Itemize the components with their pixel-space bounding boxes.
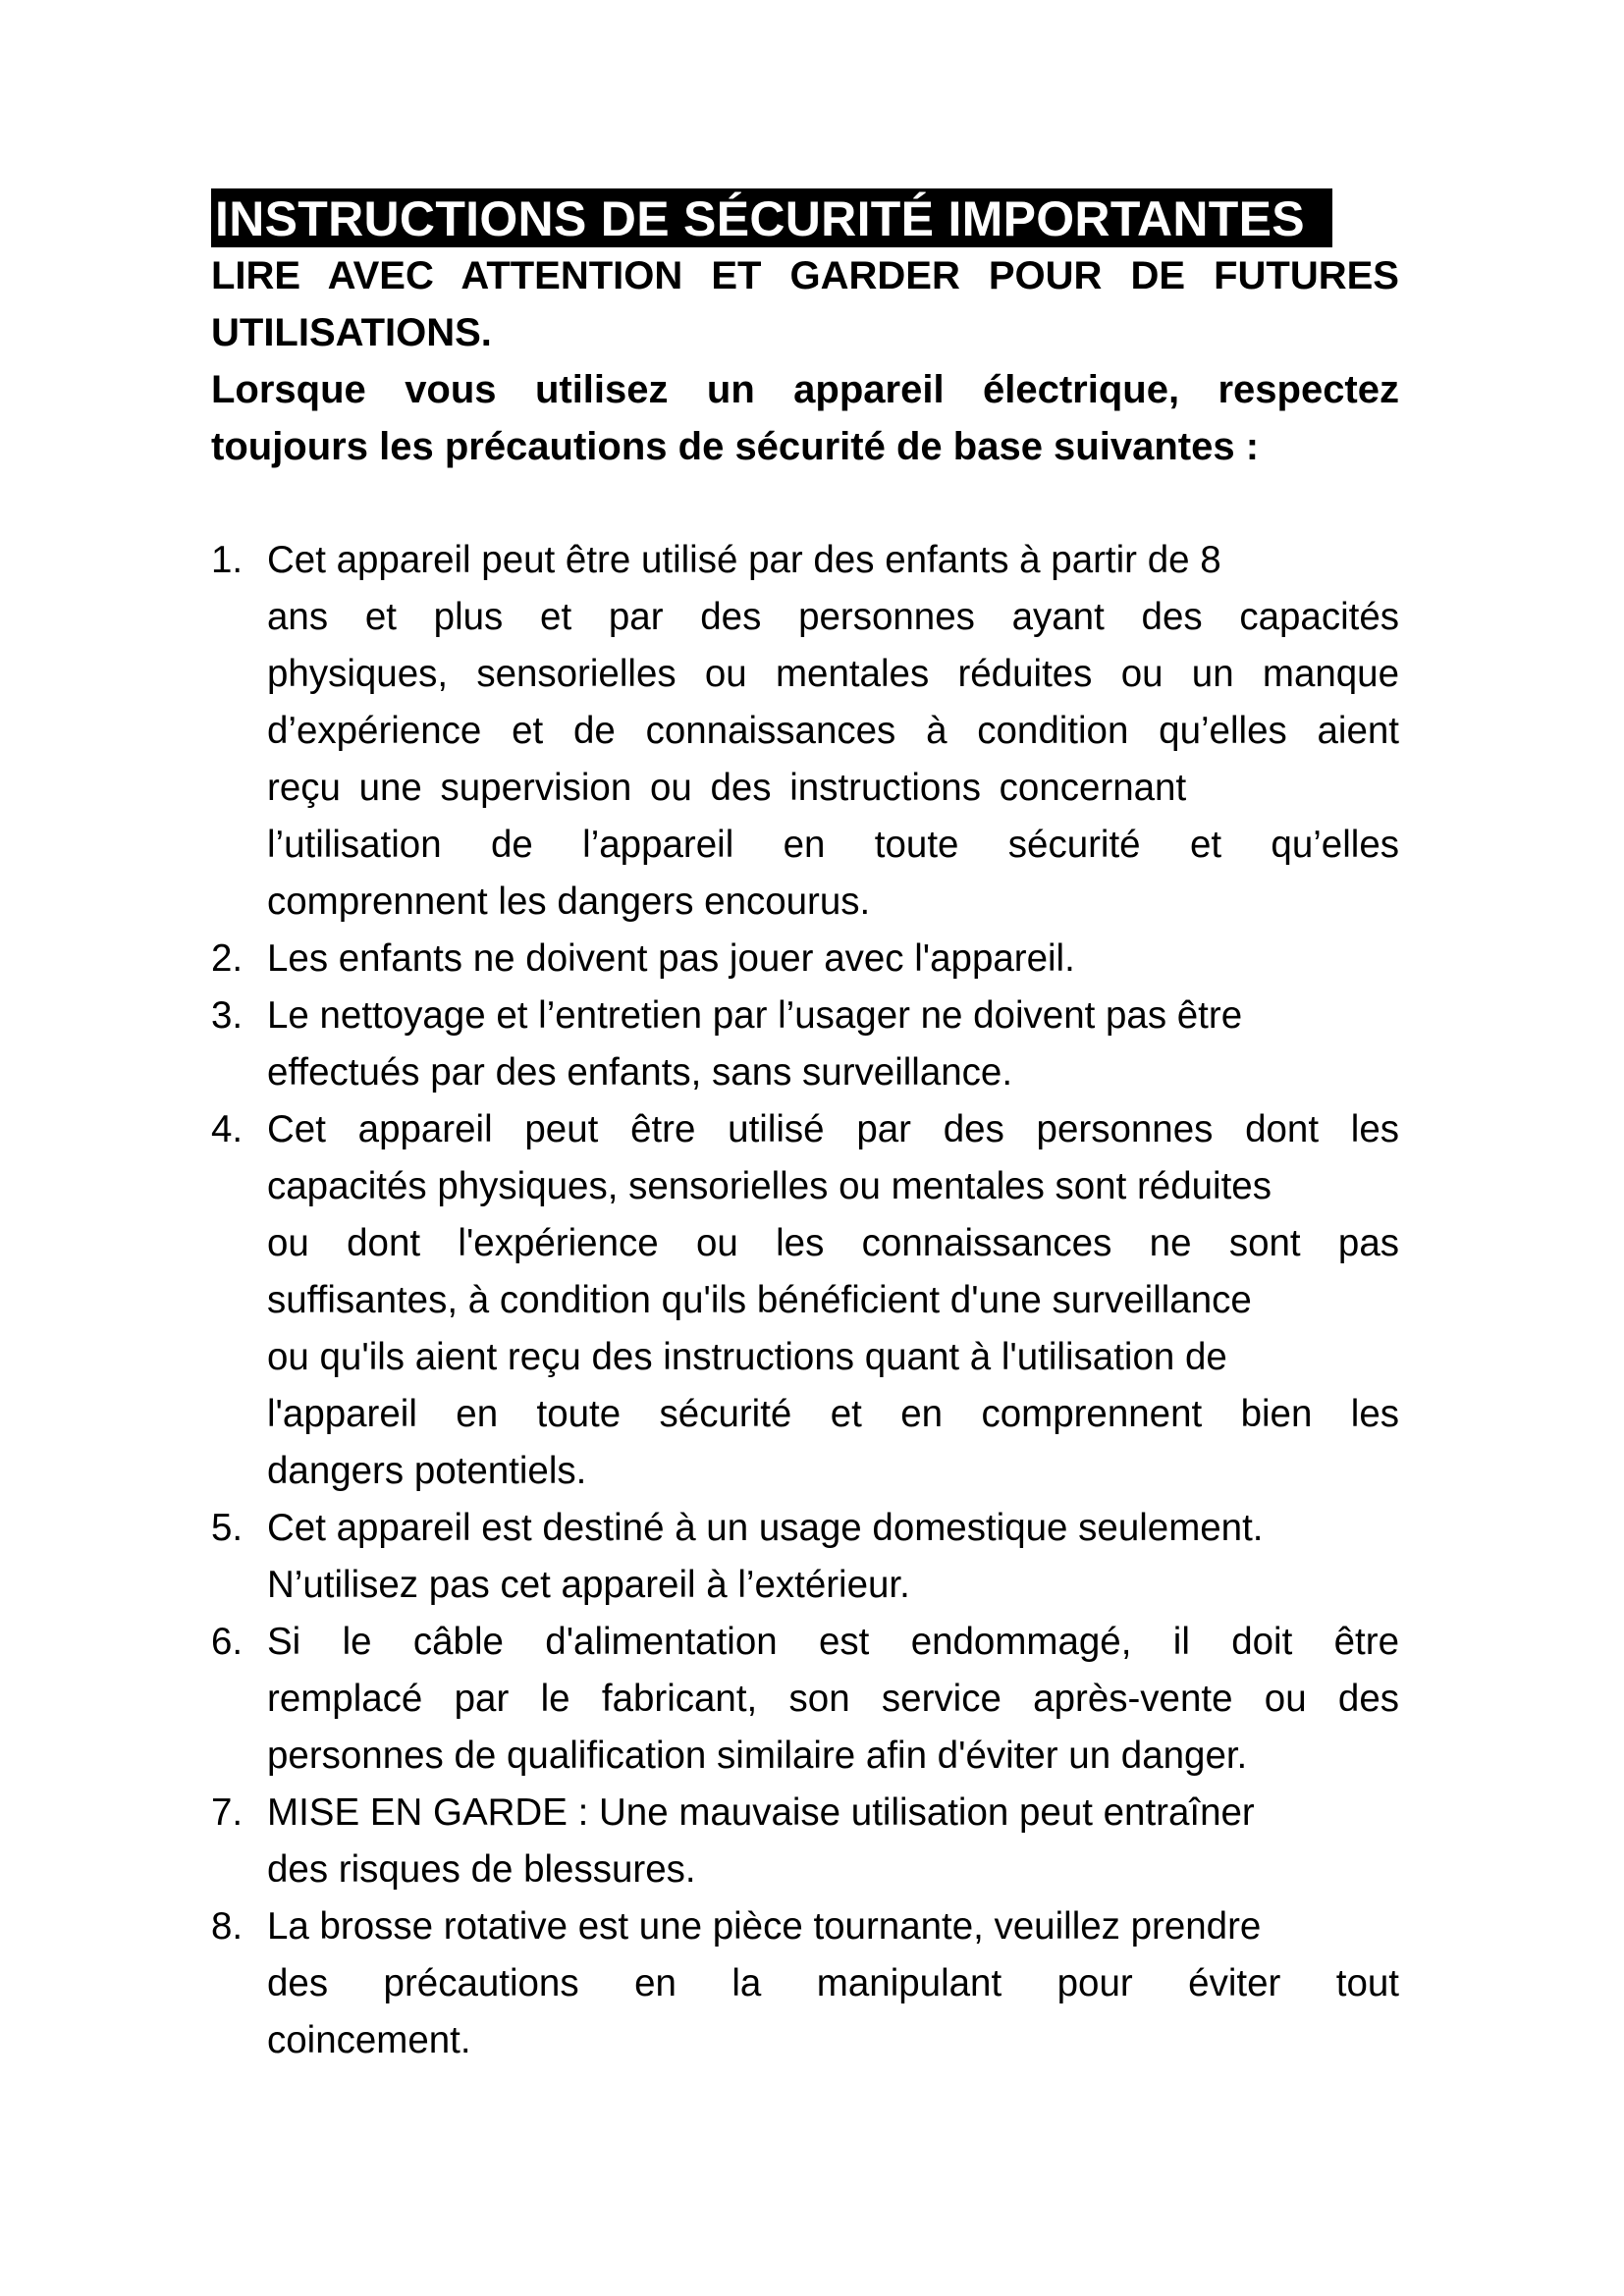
item-number: 5. [211, 1507, 244, 1549]
list-item [211, 1500, 1399, 1614]
item-line: des précautions en la manipulant pour éviter tout [267, 1962, 1399, 2004]
item-number: 1. [211, 539, 244, 581]
item-line: Cet appareil peut être utilisé par des personnes dont les [267, 1108, 1399, 1150]
spacer [211, 475, 1399, 532]
item-number: 6. [211, 1621, 244, 1663]
item-number: 7. [211, 1791, 244, 1834]
item-line: reçu une supervision ou des instructions concernant [267, 767, 1187, 809]
item-number: 8. [211, 1905, 244, 1948]
page-title: INSTRUCTIONS DE SÉCURITÉ IMPORTANTES [211, 188, 1332, 247]
item-line: ou qu'ils aient reçu des instructions quant à l'utilisation de [267, 1336, 1227, 1378]
list-item [211, 1898, 1399, 2069]
item-line: Les enfants ne doivent pas jouer avec l'appareil. [267, 937, 1075, 980]
item-line: l'appareil en toute sécurité et en comprennent bien les [267, 1393, 1399, 1435]
list-item [211, 1785, 1399, 1898]
list-item [211, 1614, 1399, 1785]
item-line: remplacé par le fabricant, son service après-vente ou des [267, 1678, 1399, 1720]
item-line: des risques de blessures. [267, 1848, 696, 1891]
intro-line-3: Lorsque vous utilisez un appareil électrique, respectez [211, 368, 1399, 411]
document-page [211, 188, 1399, 2069]
item-number: 4. [211, 1108, 244, 1150]
intro-line-4: toujours les précautions de sécurité de base suivantes : [211, 425, 1260, 468]
item-line: N’utilisez pas cet appareil à l’extérieur. [267, 1564, 910, 1606]
item-number: 2. [211, 937, 244, 980]
item-line: d’expérience et de connaissances à condition qu’elles aient [267, 710, 1399, 752]
list-item [211, 988, 1399, 1101]
item-line: ans et plus et par des personnes ayant des capacités [267, 596, 1399, 638]
item-line: personnes de qualification similaire afin d'éviter un danger. [267, 1735, 1248, 1777]
intro-line-2: UTILISATIONS. [211, 311, 492, 354]
item-line: comprennent les dangers encourus. [267, 881, 871, 923]
item-line: l’utilisation de l’appareil en toute sécurité et qu’elles [267, 824, 1399, 866]
item-line: Cet appareil peut être utilisé par des enfants à partir de 8 [267, 539, 1221, 581]
item-line: Le nettoyage et l’entretien par l’usager ne doivent pas être [267, 994, 1243, 1037]
item-number: 3. [211, 994, 244, 1037]
list-item [211, 1101, 1399, 1500]
item-line: La brosse rotative est une pièce tournante, veuillez prendre [267, 1905, 1262, 1948]
list-item [211, 931, 1399, 988]
safety-instructions-list [211, 532, 1399, 2069]
item-line: Si le câble d'alimentation est endommagé, il doit être [267, 1621, 1399, 1663]
item-line: coincement. [267, 2019, 471, 2061]
item-line: ou dont l'expérience ou les connaissances ne sont pas [267, 1222, 1399, 1264]
item-line: MISE EN GARDE : Une mauvaise utilisation peut entraîner [267, 1791, 1255, 1834]
item-line: suffisantes, à condition qu'ils bénéficient d'une surveillance [267, 1279, 1252, 1321]
item-line: physiques, sensorielles ou mentales réduites ou un manque [267, 653, 1399, 695]
item-line: effectués par des enfants, sans surveillance. [267, 1051, 1013, 1094]
list-item [211, 532, 1399, 931]
intro-line-1: LIRE AVEC ATTENTION ET GARDER POUR DE FUTURES [211, 254, 1399, 297]
item-line: capacités physiques, sensorielles ou mentales sont réduites [267, 1165, 1272, 1207]
item-line: Cet appareil est destiné à un usage domestique seulement. [267, 1507, 1264, 1549]
item-line: dangers potentiels. [267, 1450, 587, 1492]
